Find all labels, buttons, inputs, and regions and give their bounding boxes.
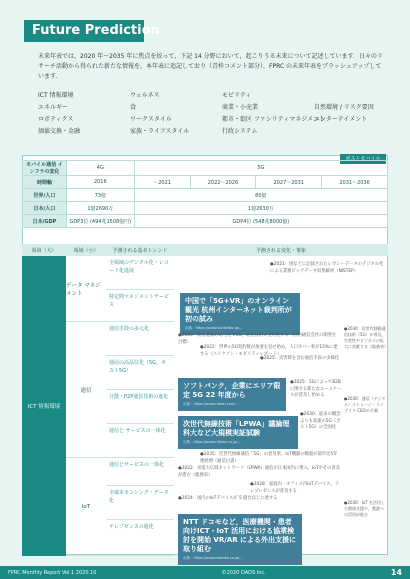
category-item: 価値交換・金融	[38, 128, 81, 135]
subdomain-data-management: データ マネジメント	[66, 256, 106, 322]
grid-cell: GDP3位 (494兆1508億円)	[66, 215, 134, 228]
grid-cell: 1億2690万	[66, 202, 134, 215]
category-item: ICT 情報環境	[38, 92, 74, 99]
callout-source: 出典：https://www.nikkan.co.jp/...	[183, 440, 241, 444]
grid-row-label: モバイル通信 インフラの変化	[23, 161, 67, 176]
trend-item: 通信手段の多元化	[106, 322, 174, 356]
trend-item: 通信の高品位化（5G，ポスト5G）	[106, 356, 174, 390]
category-item: 自然環境 / リスク要因	[314, 104, 374, 111]
grid-cell: 80億	[134, 189, 387, 202]
grid-row	[23, 176, 388, 189]
trend-item: 通信と サービスの一体化	[106, 424, 174, 458]
grid-cell: 2016	[66, 176, 134, 189]
trend-item: テレプゼンスの進化	[106, 520, 174, 556]
right-event: ●2030：IoT を活用した健康支援や，農業への活用が進む	[344, 500, 386, 517]
news-callout	[180, 293, 300, 335]
top-strip	[0, 0, 410, 10]
column-header: 領域（大）	[31, 247, 57, 254]
timeline-header-grid	[22, 160, 388, 228]
grid-cell: 5G	[134, 161, 387, 176]
category-row	[38, 102, 384, 114]
grid-cell: 2031～2036	[322, 176, 388, 189]
grid-cell: 2022～2026	[190, 176, 256, 189]
event-text: ●2025：災害時を含む通信手段の多様化	[260, 356, 340, 361]
callout-headline: 次世代無線技術「LPWA」議論理科大など大規模実証試験	[183, 420, 290, 437]
category-row	[38, 126, 384, 138]
grid-row	[23, 215, 388, 228]
page-number: 14	[390, 568, 402, 577]
category-item: 食	[130, 104, 137, 111]
callout-headline: ソフトバンク，企業にエリア限定 5G 22 年度から	[183, 382, 281, 399]
category-item: エネルギー	[38, 104, 69, 111]
category-item	[314, 126, 384, 138]
callout-headline: 中国で「5G+VR」のオンライン観光 杭州インターネット裁判所が初の試み	[185, 297, 292, 323]
footer-copyright: ©2020 DADS Inc.	[221, 569, 266, 576]
news-callout	[178, 378, 286, 411]
trend-item: 通信とサービスの一体化	[106, 458, 174, 486]
category-item: ロボティクス	[38, 116, 74, 123]
category-item: ワークスタイル	[130, 116, 172, 123]
intro-paragraph: 未来年表では，2020 年～2035 年に焦点を絞って，下記 14 分野において，起こりうる未来について記述しています．日々のリサーチ活動から得られた新たな情報を，本年表に追記しており（青枠コメント部分），FPRC の未来年表をブラッシュアップしています．	[38, 53, 383, 80]
category-row	[38, 114, 384, 126]
category-row	[38, 90, 384, 102]
grid-row-label: 日本/人口	[23, 202, 67, 215]
trend-item: 全端末センシング・データ化	[106, 486, 174, 520]
grid-cell: 1億2630万	[134, 202, 387, 215]
grid-row	[23, 161, 388, 176]
post-mobile-tag: ポストモバイル	[340, 154, 386, 164]
callout-source: 出典：https://www.nikkei.com/...	[183, 402, 239, 406]
column-header: 領域（小）	[73, 247, 99, 254]
right-event: ●2030：通信（デジタル）ストレージ・ライブラリ CEOの予測	[344, 396, 386, 413]
event-text: ●2021：国などに記録されたレガシーデータのデジタル化による業務ビッグデータ収集解析（NISTEP）	[270, 262, 384, 274]
subdomain-iot: IoT	[66, 458, 106, 556]
callout-source: 出典：https://www.sankeibiz.jp/...	[185, 326, 243, 330]
category-item: 都市・街区 ファシリティマネジメント	[222, 116, 326, 123]
category-item: エンターテイメント	[314, 116, 368, 123]
column-header-row	[22, 244, 388, 256]
category-list	[38, 90, 384, 138]
domain-major-label: ICT 情報環境	[22, 256, 66, 556]
subdomain-communication: 通信	[66, 322, 106, 458]
column-header: 予測される変化・事象	[255, 247, 306, 254]
category-item: 商業・小売業	[222, 104, 259, 111]
grid-cell: 2027～2031	[256, 176, 322, 189]
grid-row	[23, 202, 388, 215]
news-callout	[178, 514, 302, 565]
grid-cell: 4G	[66, 161, 134, 176]
column-header: 予測される基本トレンド	[112, 247, 168, 254]
right-event: ●2030：次世代移動通信技術（5G）が普及，生産性やビジネスの拡大に貢献する（総務省）	[344, 326, 388, 349]
event-text: ●2022：世界の5G契約数が加速を見せ始め，人口カバー率が15%に達する（エリクソン・モビリティレポート）	[200, 345, 338, 357]
event-text: ●2025：5GによってB2Bに関する新たなユースケースが普及し始める	[290, 380, 342, 398]
event-text: ●2024：国内のIoTデバイスが 5 億台以上に達する	[178, 496, 278, 501]
grid-cell: GDP4位 (548兆8000億)	[134, 215, 387, 228]
category-item	[314, 90, 384, 102]
trend-item: 全領域のデジタル化・レコード化進展	[106, 256, 174, 290]
event-text: ●2028：家庭内・オフィス内IoTデバイス，テレプレゼンスが普及する	[250, 482, 340, 494]
trend-item: 分散・P2P通信技術の進化	[106, 390, 174, 424]
grid-row-label: 時間軸	[23, 176, 67, 189]
news-callout	[178, 416, 298, 449]
event-text: ●2020：衛星電波の暗号化で5G，通信技術の実用化する（国内通信会社の開発を目標）	[178, 333, 337, 345]
grid-cell: ～2021	[134, 176, 190, 189]
page-title: Future Prediction	[24, 20, 144, 42]
grid-cell: 73億	[66, 189, 134, 202]
callout-headline: NTT ドコモなど，医療機関・患者向けICT・IoT 活用における協業検討を開始 VR/AR による外出支援に取り組む	[183, 518, 297, 553]
category-item: 家族・ライフスタイル	[130, 128, 190, 135]
callout-source: 出典：https://www.itmedia.co.jp/...	[183, 556, 243, 560]
grid-row	[23, 189, 388, 202]
grid-row-label: 日本/GDP	[23, 215, 67, 228]
event-text: ●2035：次世代無線通信「5G」の普及率，IoT機器の数量が前年比5年連続増（通信白書）	[200, 452, 338, 464]
grid-row-label: 世界/人口	[23, 189, 67, 202]
event-text: ●2030：従来の概念よりも高速の5G（ポスト5G）の全国化	[300, 412, 341, 430]
category-item: モビリティ	[222, 92, 252, 99]
footer-report-name: FPRC Monthly Report Vol.1 2020.10	[8, 569, 97, 576]
category-item: 行政システム	[222, 128, 258, 135]
event-text: ●2022：省電力広域ネットワーク（LPWA）通信が日本国内に導入，IoTやその普及が進む（総務省）	[178, 466, 341, 478]
page-footer	[0, 566, 410, 579]
trend-item: 特定間マネジメントサービス	[106, 290, 174, 322]
category-item: ウェルネス	[130, 92, 160, 99]
